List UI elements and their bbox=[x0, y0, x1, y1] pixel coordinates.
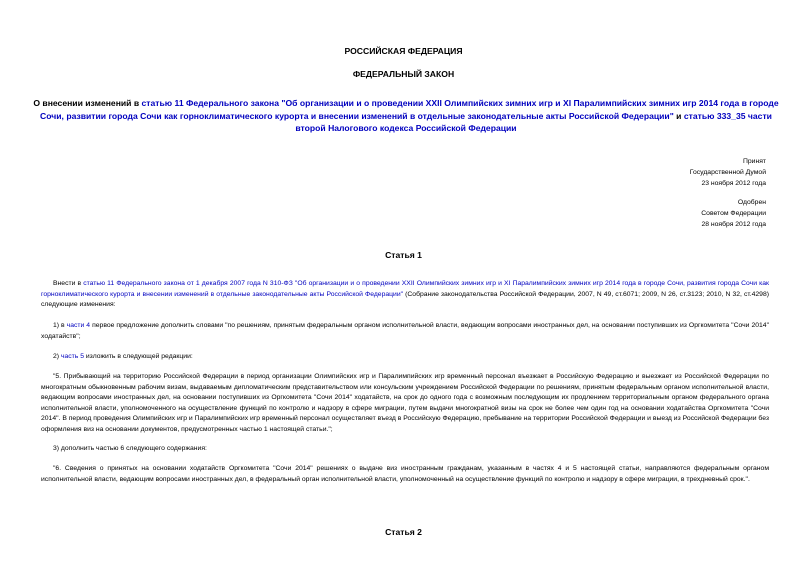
item-2-suffix: изложить в следующей редакции: bbox=[83, 353, 193, 360]
article-1-part-6-text: "6. Сведения о принятых на основании ходатайств Оргкомитета "Сочи 2014" решениях о выдаче виз иностранным гражданам, указанным в частях 4 и 5 настоящей статьи, направляются федеральным органом исполнительной власти, ведающим вопросами иностранных дел, в федеральный орган исполнительной власти, уполномоченный на осуществление функций по контролю и надзору в сфере миграции, в трехдневный срок.". bbox=[41, 465, 769, 483]
item-2-prefix: 2) bbox=[53, 353, 61, 360]
article-1-intro bbox=[41, 279, 769, 311]
country-heading: РОССИЙСКАЯ ФЕДЕРАЦИЯ bbox=[344, 46, 463, 56]
approved-date: 28 ноября 2012 года bbox=[701, 221, 766, 228]
approved-by: Советом Федерации bbox=[701, 210, 766, 217]
doc-type-heading: ФЕДЕРАЛЬНЫЙ ЗАКОН bbox=[352, 69, 455, 79]
approved-label: Одобрен bbox=[737, 199, 766, 206]
title-link-article-11[interactable]: статью 11 Федерального закона "Об организации и о проведении XXII Олимпийских зимних игр и XI Паралимпийских зимних игр 2014 года в городе Сочи, развитии города Сочи как горноклиматического курорта и внесении изменений в отдельные законодательные акты Российской Федерации" bbox=[40, 98, 779, 121]
article-1-item-3: 3) дополнить частью 6 следующего содержания: bbox=[53, 445, 207, 452]
accepted-by: Государственной Думой bbox=[689, 169, 766, 176]
article-2-heading: Статья 2 bbox=[385, 527, 422, 537]
article-1-part-5-text: "5. Прибывающий на территорию Российской Федерации в период организации Олимпийских игр и Паралимпийских игр временный персонал въезжает в Российскую Федерацию и выезжает из Российской Федерации по многократным обыкновенным рабочим визам, выдаваемым дипломатическим представительством или консульским учреждением Российской Федерации по решениям, принятым федеральным органом исполнительной власти, ведающим вопросами иностранных дел, на основании поступивших из Оргкомитета "Сочи 2014" ходатайств, на срок до одного года с возможным последующим их продлением территориальным органом федерального органа исполнительной власти, уполномоченного на осуществление функций по контролю и надзору в сфере миграции, путем выдачи многократной визы на срок не более чем один год на основании ходатайства Оргкомитета "Сочи 2014". В период проведения Олимпийских игр и Паралимпийских игр временный персонал осуществляет въезд в Российскую Федерацию, пребывание на территории Российской Федерации и выезд из Российской Федерации без оформления виз на основании документов, предусмотренных частью 1 настоящей статьи."; bbox=[41, 373, 769, 433]
intro-link-article-11[interactable]: статью 11 Федерального закона от 1 декабря 2007 года N 310-ФЗ "Об организации и о проведении XXII Олимпийских зимних игр и XI Паралимпийских зимних игр 2014 года в городе Сочи, развития города Сочи как горноклиматического курорта и внесении изменений в отдельные законодательные акты Российской Федерации" bbox=[41, 280, 769, 298]
item-1-link[interactable]: части 4 bbox=[66, 322, 91, 329]
intro-suffix: (Собрание законодательства Российской Федерации, 2007, N 49, ст.6071; 2009, N 26, ст.3123; 2010, N 32, ст.4298) следующие изменения: bbox=[41, 290, 769, 309]
accepted-date: 23 ноября 2012 года bbox=[701, 180, 766, 187]
article-1-item-2 bbox=[41, 352, 769, 363]
item-1-suffix: первое предложение дополнить словами "по решениям, принятым федеральным органом исполнительной власти, ведающим вопросами иностранных дел, на основании поступивших из Оргкомитета "Сочи 2014" ходатайств"; bbox=[41, 322, 769, 340]
article-1-item-1 bbox=[41, 321, 769, 342]
adoption-duma bbox=[566, 156, 766, 189]
item-1-prefix: 1) в bbox=[53, 322, 67, 329]
title-link-tax-code[interactable]: статью 333_35 части второй Налогового кодекса Российской Федерации bbox=[295, 110, 772, 133]
title-prefix: О внесении изменений в bbox=[33, 98, 142, 108]
article-1-heading: Статья 1 bbox=[385, 250, 422, 260]
title-middle: и bbox=[673, 110, 684, 121]
item-2-link[interactable]: часть 5 bbox=[60, 353, 84, 360]
intro-prefix: Внести в bbox=[53, 280, 84, 287]
adoption-council bbox=[566, 197, 766, 230]
document-title bbox=[32, 97, 780, 135]
accepted-label: Принят bbox=[742, 158, 766, 165]
